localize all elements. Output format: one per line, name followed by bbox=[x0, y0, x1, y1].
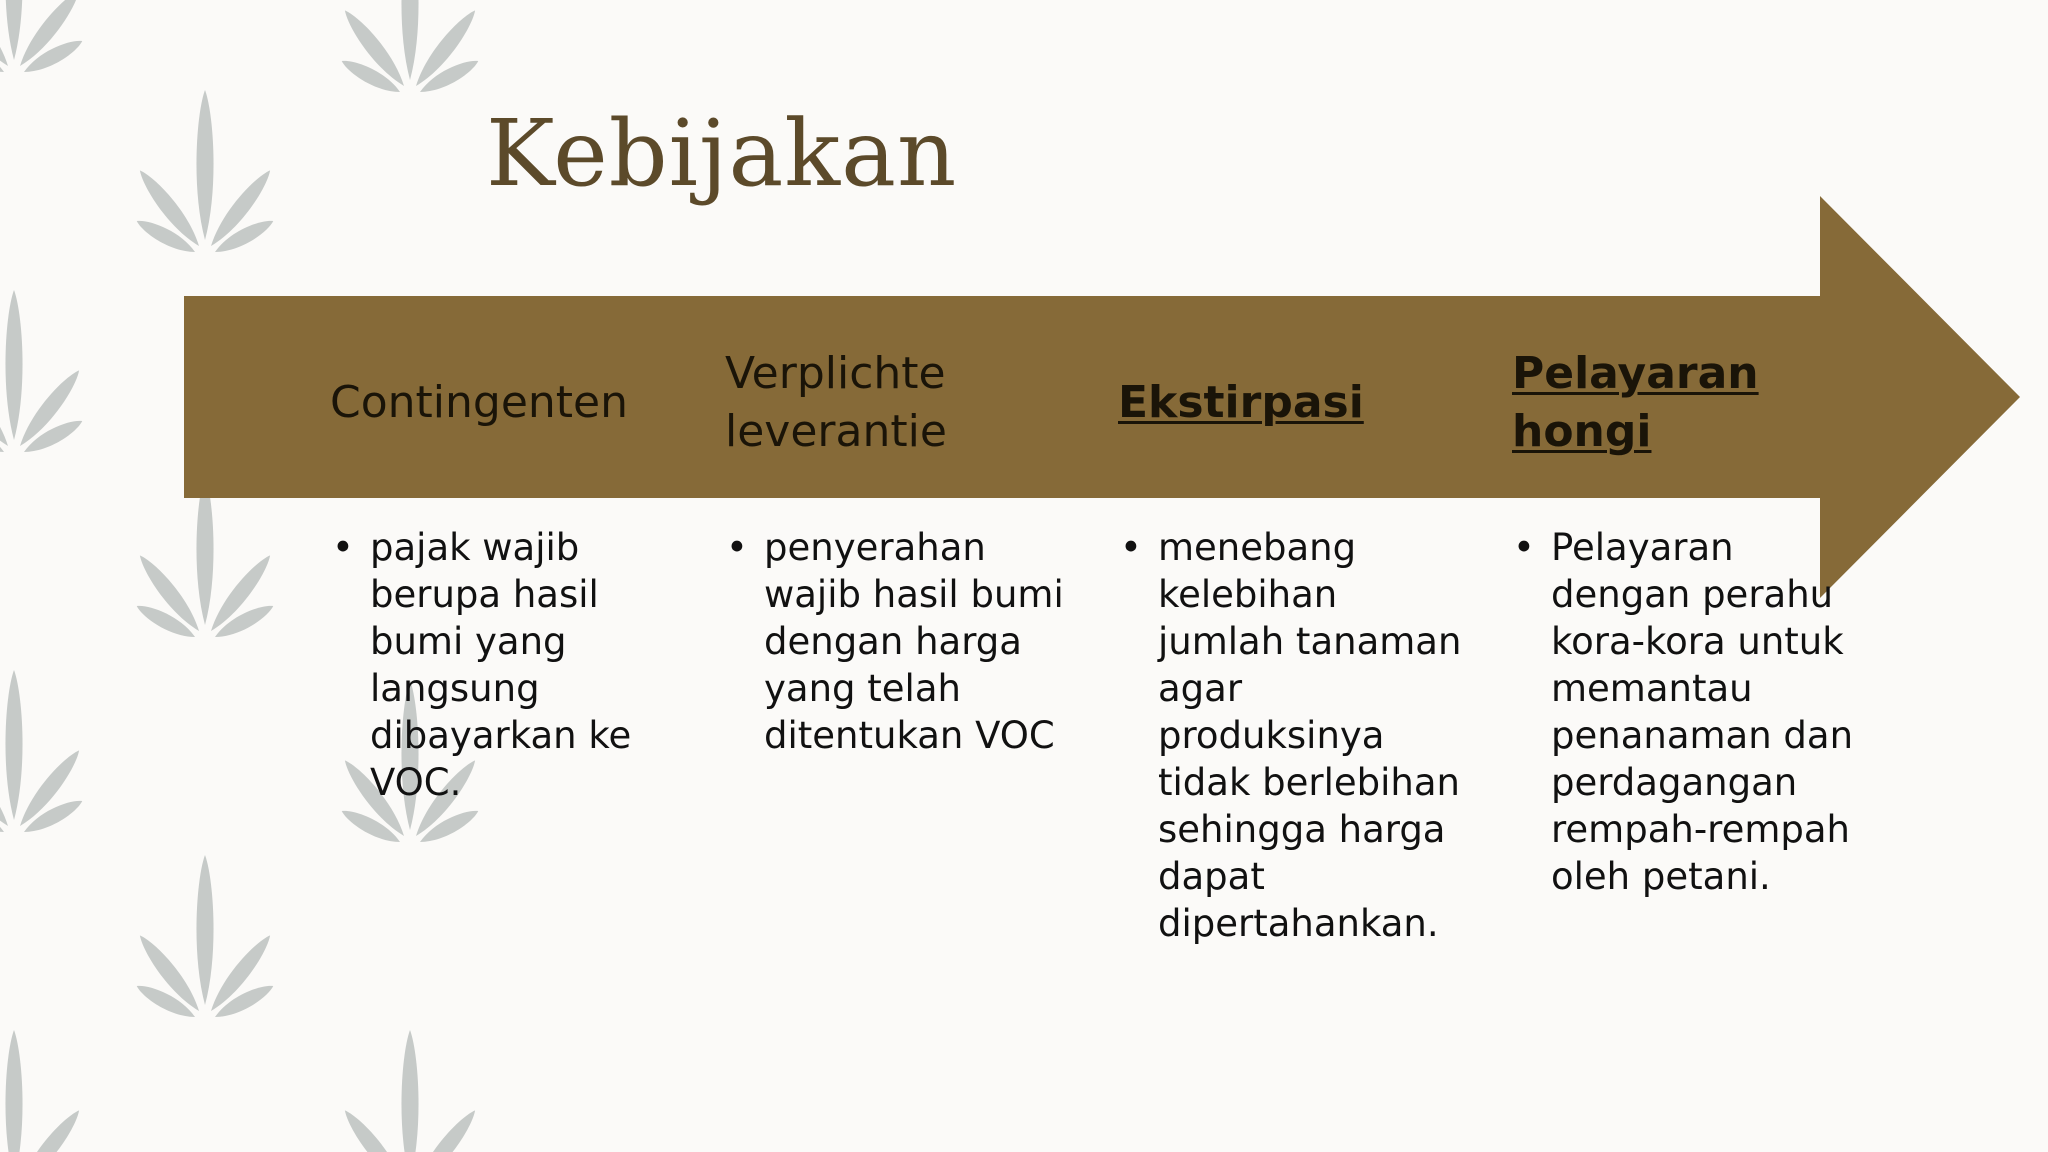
body-pelayaran-hongi bbox=[1513, 524, 1881, 900]
heading-contingenten: Contingenten bbox=[330, 377, 628, 428]
heading-pelayaran-hongi-link[interactable]: Pelayaran hongi bbox=[1512, 348, 1759, 457]
body-text-ekstirpasi: menebang kelebihan jumlah tanaman agar produksinya tidak berlebihan sehingga harga dapat dipertahankan. bbox=[1158, 526, 1462, 945]
heading-verplichte-leverantie: Verplichte leverantie bbox=[725, 348, 947, 457]
body-contingenten bbox=[332, 524, 670, 806]
bullet-marker: • bbox=[726, 526, 748, 569]
body-verplichte-leverantie bbox=[726, 524, 1064, 759]
bullet-marker: • bbox=[1513, 526, 1535, 569]
bullet-marker: • bbox=[1120, 526, 1142, 569]
body-text-pelayaran-hongi: Pelayaran dengan perahu kora-kora untuk memantau penanaman dan perdagangan rempah-rempah oleh petani. bbox=[1551, 526, 1854, 898]
heading-ekstirpasi-link[interactable]: Ekstirpasi bbox=[1118, 377, 1364, 428]
body-ekstirpasi bbox=[1120, 524, 1468, 947]
body-text-verplichte-leverantie: penyerahan wajib hasil bumi dengan harga yang telah ditentukan VOC bbox=[764, 526, 1064, 757]
bullet-marker: • bbox=[332, 526, 354, 569]
page-title: Kebijakan bbox=[486, 100, 958, 207]
body-text-contingenten: pajak wajib berupa hasil bumi yang langsung dibayarkan ke VOC. bbox=[370, 526, 632, 804]
